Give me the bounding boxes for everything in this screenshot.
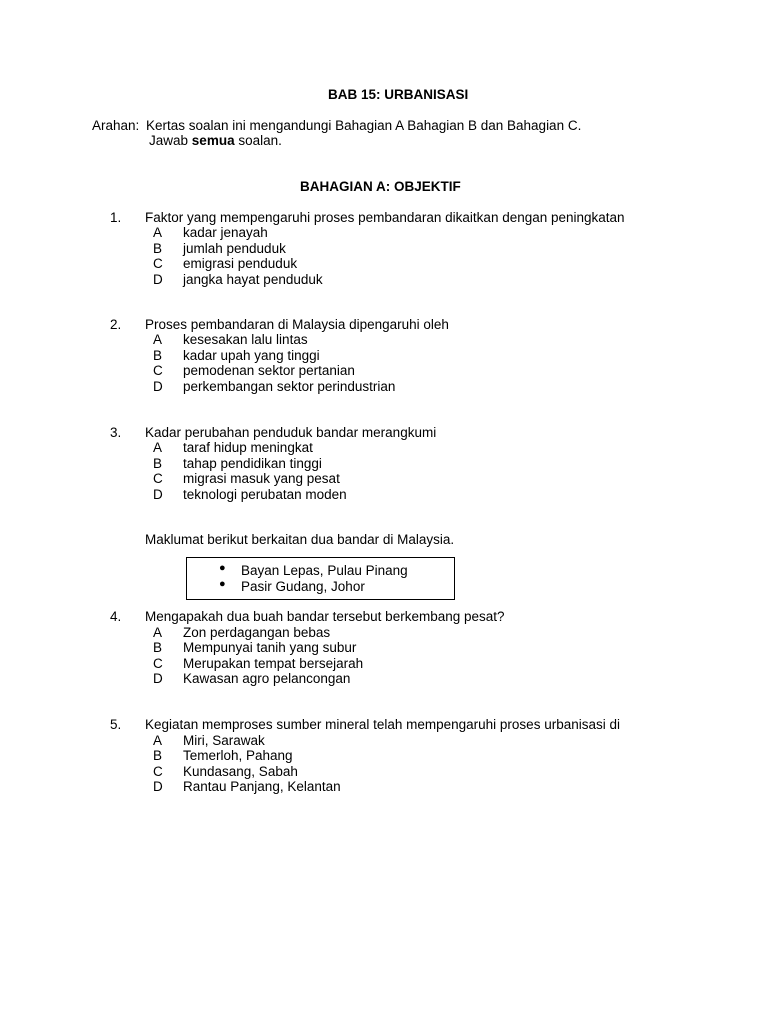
option-text: kadar upah yang tinggi xyxy=(183,348,320,363)
page-title: BAB 15: URBANISASI xyxy=(328,87,469,102)
question-text: Proses pembandaran di Malaysia dipengaruhi oleh xyxy=(145,317,449,332)
option-letter: B xyxy=(153,348,163,363)
info-box xyxy=(186,557,455,600)
info-item: Bayan Lepas, Pulau Pinang xyxy=(241,563,408,578)
instructions-emphasis: semua xyxy=(191,133,235,148)
option-letter: D xyxy=(153,671,163,686)
option-text: jumlah penduduk xyxy=(183,241,286,256)
option-text: jangka hayat penduduk xyxy=(183,272,323,287)
question-text: Mengapakah dua buah bandar tersebut berkembang pesat? xyxy=(145,609,505,624)
option-text: perkembangan sektor perindustrian xyxy=(183,379,396,394)
instructions-label: Arahan: xyxy=(92,118,140,133)
option-text: Rantau Panjang, Kelantan xyxy=(183,779,341,794)
option-text: Kawasan agro pelancongan xyxy=(183,671,351,686)
question-number: 2. xyxy=(110,317,122,332)
bullet-icon: ● xyxy=(219,578,226,590)
option-letter: D xyxy=(153,779,163,794)
info-item: Pasir Gudang, Johor xyxy=(241,579,365,594)
option-text: teknologi perubatan moden xyxy=(183,487,347,502)
info-intro: Maklumat berikut berkaitan dua bandar di Malaysia. xyxy=(145,532,455,547)
bullet-icon: ● xyxy=(219,562,226,574)
option-text: Temerloh, Pahang xyxy=(183,748,293,763)
option-letter: C xyxy=(153,656,163,671)
option-letter: C xyxy=(153,764,163,779)
option-letter: D xyxy=(153,487,163,502)
question-text: Kadar perubahan penduduk bandar merangkumi xyxy=(145,425,437,440)
option-letter: C xyxy=(153,363,163,378)
question-number: 5. xyxy=(110,717,122,732)
option-text: tahap pendidikan tinggi xyxy=(183,456,322,471)
option-letter: B xyxy=(153,748,163,763)
option-letter: D xyxy=(153,272,163,287)
option-text: kesesakan lalu lintas xyxy=(183,332,308,347)
option-text: kadar jenayah xyxy=(183,225,268,240)
option-text: Zon perdagangan bebas xyxy=(183,625,331,640)
option-text: Mempunyai tanih yang subur xyxy=(183,640,357,655)
option-letter: C xyxy=(153,471,163,486)
question-number: 4. xyxy=(110,609,122,624)
option-letter: D xyxy=(153,379,163,394)
option-letter: B xyxy=(153,241,163,256)
option-text: emigrasi penduduk xyxy=(183,256,298,271)
option-text: Miri, Sarawak xyxy=(183,733,265,748)
option-letter: A xyxy=(153,733,163,748)
question-number: 1. xyxy=(110,210,122,225)
option-text: Kundasang, Sabah xyxy=(183,764,298,779)
instructions-line-2-start: Jawab xyxy=(149,133,189,148)
question-text: Kegiatan memproses sumber mineral telah mempengaruhi proses urbanisasi di xyxy=(145,717,620,732)
option-letter: A xyxy=(153,332,163,347)
option-text: Merupakan tempat bersejarah xyxy=(183,656,364,671)
question-text: Faktor yang mempengaruhi proses pembandaran dikaitkan dengan peningkatan xyxy=(145,210,625,225)
instructions-line-1: Kertas soalan ini mengandungi Bahagian A Bahagian B dan Bahagian C. xyxy=(146,118,582,133)
instructions-line-2-end: soalan. xyxy=(238,133,282,148)
option-text: taraf hidup meningkat xyxy=(183,440,313,455)
option-letter: A xyxy=(153,625,163,640)
option-letter: B xyxy=(153,640,163,655)
instructions-line-2 xyxy=(149,133,282,149)
section-heading: BAHAGIAN A: OBJEKTIF xyxy=(300,179,461,194)
option-text: pemodenan sektor pertanian xyxy=(183,363,355,378)
question-number: 3. xyxy=(110,425,122,440)
option-letter: A xyxy=(153,440,163,455)
option-letter: C xyxy=(153,256,163,271)
option-text: migrasi masuk yang pesat xyxy=(183,471,340,486)
option-letter: B xyxy=(153,456,163,471)
option-letter: A xyxy=(153,225,163,240)
